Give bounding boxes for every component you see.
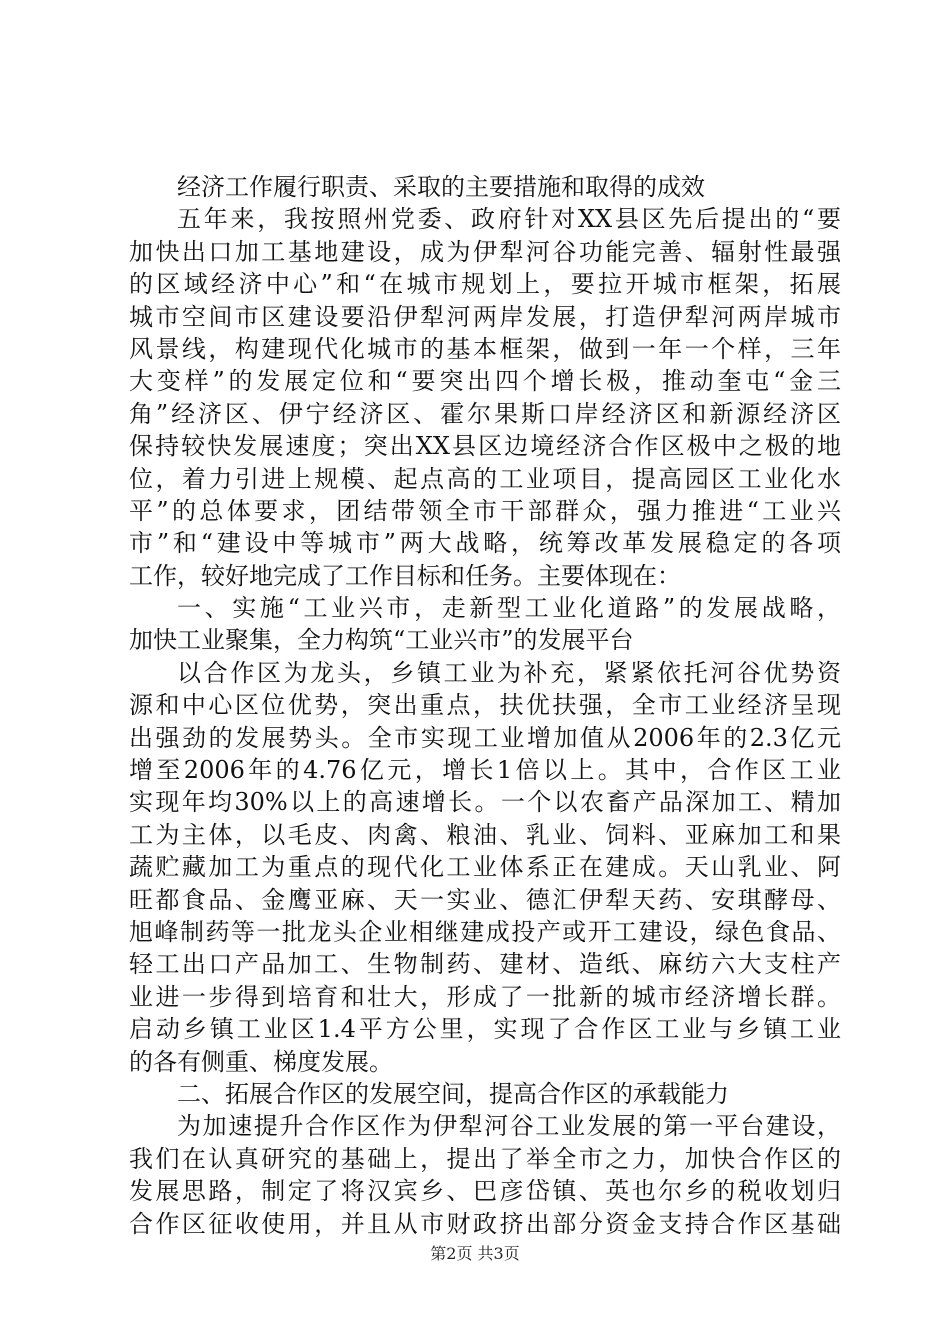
text-line: 工作，较好地完成了工作目标和任务。主要体现在： [129,561,681,590]
text-line: 为加速提升合作区作为伊犁河谷工业发展的第一平台建设， [177,1112,841,1141]
text-line: 源和中心区位优势，突出重点，扶优扶强，全市工业经济呈现 [129,691,841,720]
text-line: 以合作区为龙头，乡镇工业为补充，紧紧依托河谷优势资 [177,658,841,687]
text-line: 旺都食品、金鹰亚麻、天一实业、德汇伊犁天药、安琪酵母、 [129,885,841,914]
text-line: 风景线，构建现代化城市的基本框架，做到一年一个样，三年 [129,334,841,363]
text-line: 蔬贮藏加工为重点的现代化工业体系正在建成。天山乳业、阿 [129,853,841,882]
text-line: 二、拓展合作区的发展空间，提高合作区的承载能力 [177,1079,729,1108]
text-line: 城市空间市区建设要沿伊犁河两岸发展，打造伊犁河两岸城市 [129,302,841,331]
text-line: 轻工出口产品加工、生物制药、建材、造纸、麻纺六大支柱产 [129,950,841,979]
text-line: 市”和“建设中等城市”两大战略，统筹改革发展稳定的各项 [129,529,841,558]
text-line: 位，着力引进上规模、起点高的工业项目，提高园区工业化水 [129,464,841,493]
text-line: 实现年均30%以上的高速增长。一个以农畜产品深加工、精加 [129,788,841,817]
text-line: 的各有侧重、梯度发展。 [129,1047,393,1076]
text-line: 角”经济区、伊宁经济区、霍尔果斯口岸经济区和新源经济区 [129,399,841,428]
text-line: 合作区征收使用，并且从市财政挤出部分资金支持合作区基础 [129,1209,841,1238]
text-line: 增至2006年的4.76亿元，增长1倍以上。其中，合作区工业 [129,756,841,785]
text-line: 旭峰制药等一批龙头企业相继建成投产或开工建设，绿色食品、 [129,917,841,946]
text-line: 一、实施“工业兴市，走新型工业化道路”的发展战略， [177,594,841,623]
document-body [129,171,841,1240]
text-line: 保持较快发展速度；突出XX县区边境经济合作区极中之极的地 [129,432,841,461]
text-line: 发展思路，制定了将汉宾乡、巴彦岱镇、英也尔乡的税收划归 [129,1177,841,1206]
text-line: 启动乡镇工业区1.4平方公里，实现了合作区工业与乡镇工业 [129,1015,841,1044]
text-line: 业进一步得到培育和壮大，形成了一批新的城市经济增长群。 [129,982,841,1011]
text-line: 工为主体，以毛皮、肉禽、粮油、乳业、饲料、亚麻加工和果 [129,820,841,849]
text-line: 出强劲的发展势头。全市实现工业增加值从2006年的2.3亿元 [129,723,841,752]
text-line: 平”的总体要求，团结带领全市干部群众，强力推进“工业兴 [129,496,841,525]
text-line: 大变样”的发展定位和“要突出四个增长极，推动奎屯“金三 [129,367,841,396]
page-footer: 第2页 共3页 [430,1244,520,1263]
text-line: 加快工业聚集，全力构筑“工业兴市”的发展平台 [129,626,634,655]
text-line: 五年来，我按照州党委、政府针对XX县区先后提出的“要 [177,205,841,234]
text-line: 我们在认真研究的基础上，提出了举全市之力，加快合作区的 [129,1144,841,1173]
text-line: 加快出口加工基地建设，成为伊犁河谷功能完善、辐射性最强 [129,237,841,266]
text-line: 经济工作履行职责、采取的主要措施和取得的成效 [177,173,705,201]
text-line: 的区域经济中心”和“在城市规划上，要拉开城市框架，拓展 [129,270,841,299]
